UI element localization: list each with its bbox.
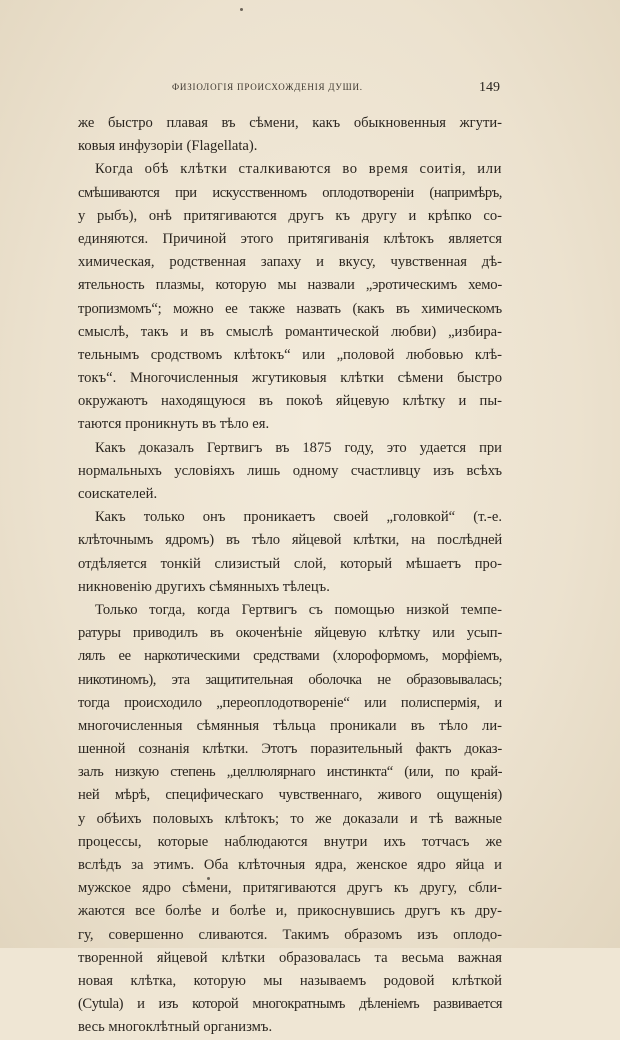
text-line: таются проникнуть въ тѣло ея. [78,416,270,433]
text-line: ней мѣрѣ, специфическаго чувственнаго, живого ощущенiя) [78,787,502,804]
text-line: же быстро плавая въ сѣмени, какъ обыкновенныя жгути- [78,115,502,131]
text-line: процессы, которые наблюдаются внутри ихъ тотчасъ же [78,833,502,850]
page-number: 149 [479,80,500,95]
text-line: тельнымъ сродствомъ клѣтокъ“ или „половой любовью клѣ- [78,346,502,363]
text-line: гу, совершенно сливаются. Такимъ образомъ изъ оплодо- [78,926,502,943]
text-line: лялъ ее наркотическими средствами (хлороформомъ, морфiемъ, [78,648,502,665]
text-line: токъ“. Многочисленныя жгутиковыя клѣтки сѣмени быстро [78,370,502,387]
text-line: новая клѣтка, которую мы называемъ родовой клѣткой [78,972,502,989]
text-line: Какъ только онъ проникаетъ своей „головкой“ (т.-е. [95,509,502,526]
text-line: соискателей. [78,486,158,502]
text-line: у обѣихъ половыхъ клѣтокъ; то же доказали и тѣ важные [78,810,502,827]
text-line: творенной яйцевой клѣтки образовалась та весьма важная [78,949,502,966]
text-line: никотиномъ), эта защитительная оболочка не образовывалась; [78,671,502,688]
ink-speck [240,8,243,11]
text-line: нормальныхъ условiяхъ лишь одному счастливцу изъ всѣхъ [78,462,502,479]
text-line: (Cytula) и изъ которой многократнымъ дѣленiемъ развивается [78,996,502,1013]
text-line: шенной сознанiя клѣтки. Этотъ поразительный фактъ доказ- [78,741,502,758]
running-head: ФИЗIОЛОГIЯ ПРОИСХОЖДЕНIЯ ДУШИ. [172,82,363,92]
text-line: химическая, родственная запаху и вкусу, чувственная дѣ- [78,254,502,271]
text-line: тропизмомъ“; можно ее также назвать (какъ въ химическомъ [78,300,502,317]
page-header [80,80,500,98]
text-line: ятельность плазмы, которую мы назвали „эротическимъ хемо- [78,277,502,294]
text-line: у рыбъ), онѣ притягиваются другъ къ другу и крѣпко со- [78,207,502,224]
text-line: единяются. Причиной этого притягиванiя клѣтокъ является [78,230,502,247]
text-line: жаются все болѣе и болѣе и, прикоснувшись другъ къ дру- [78,903,502,920]
text-line: тогда происходило „переоплодотворенiе“ или полиспермiя, и [78,694,502,711]
body-text [78,112,502,1040]
text-line: залъ низкую степень „целлюлярнаго инстинкта“ (или, по край- [78,764,502,781]
text-line: окружаютъ находящуюся въ покоѣ яйцевую клѣтку и пы- [78,393,502,410]
text-line: смыслѣ, такъ и въ смыслѣ романтической любви) „избира- [78,323,502,340]
text-line: вслѣдъ за этимъ. Оба клѣточныя ядра, женское ядро яйца и [78,857,502,873]
text-line: Какъ доказалъ Гертвигъ въ 1875 году, это удается при [95,439,502,456]
text-line: весь многоклѣтный организмъ. [78,1019,273,1036]
text-line: Когда обѣ клѣтки сталкиваются во время соитiя, или [95,161,502,178]
text-line: ратуры приводилъ въ окоченѣнiе яйцевую клѣтку или усып- [78,625,502,642]
text-line: мужское ядро сѣмени, притягиваются другъ къ другу, сбли- [78,880,502,897]
text-line: многочисленныя сѣмянныя тѣльца проникали въ тѣло ли- [78,717,502,734]
text-line: ковыя инфузорiи (Flagellata). [78,138,258,155]
text-line: смѣшиваются при искусственномъ оплодотворенiи (напримѣръ, [78,184,502,201]
text-line: отдѣляется тонкiй слизистый слой, который мѣшаетъ про- [78,555,502,572]
text-line: никновенiю другихъ сѣмянныхъ тѣлецъ. [78,578,330,595]
text-line: клѣточнымъ ядромъ) въ тѣло яйцевой клѣтки, на послѣдней [78,532,502,549]
text-line: Только тогда, когда Гертвигъ съ помощью низкой темпе- [95,601,502,618]
